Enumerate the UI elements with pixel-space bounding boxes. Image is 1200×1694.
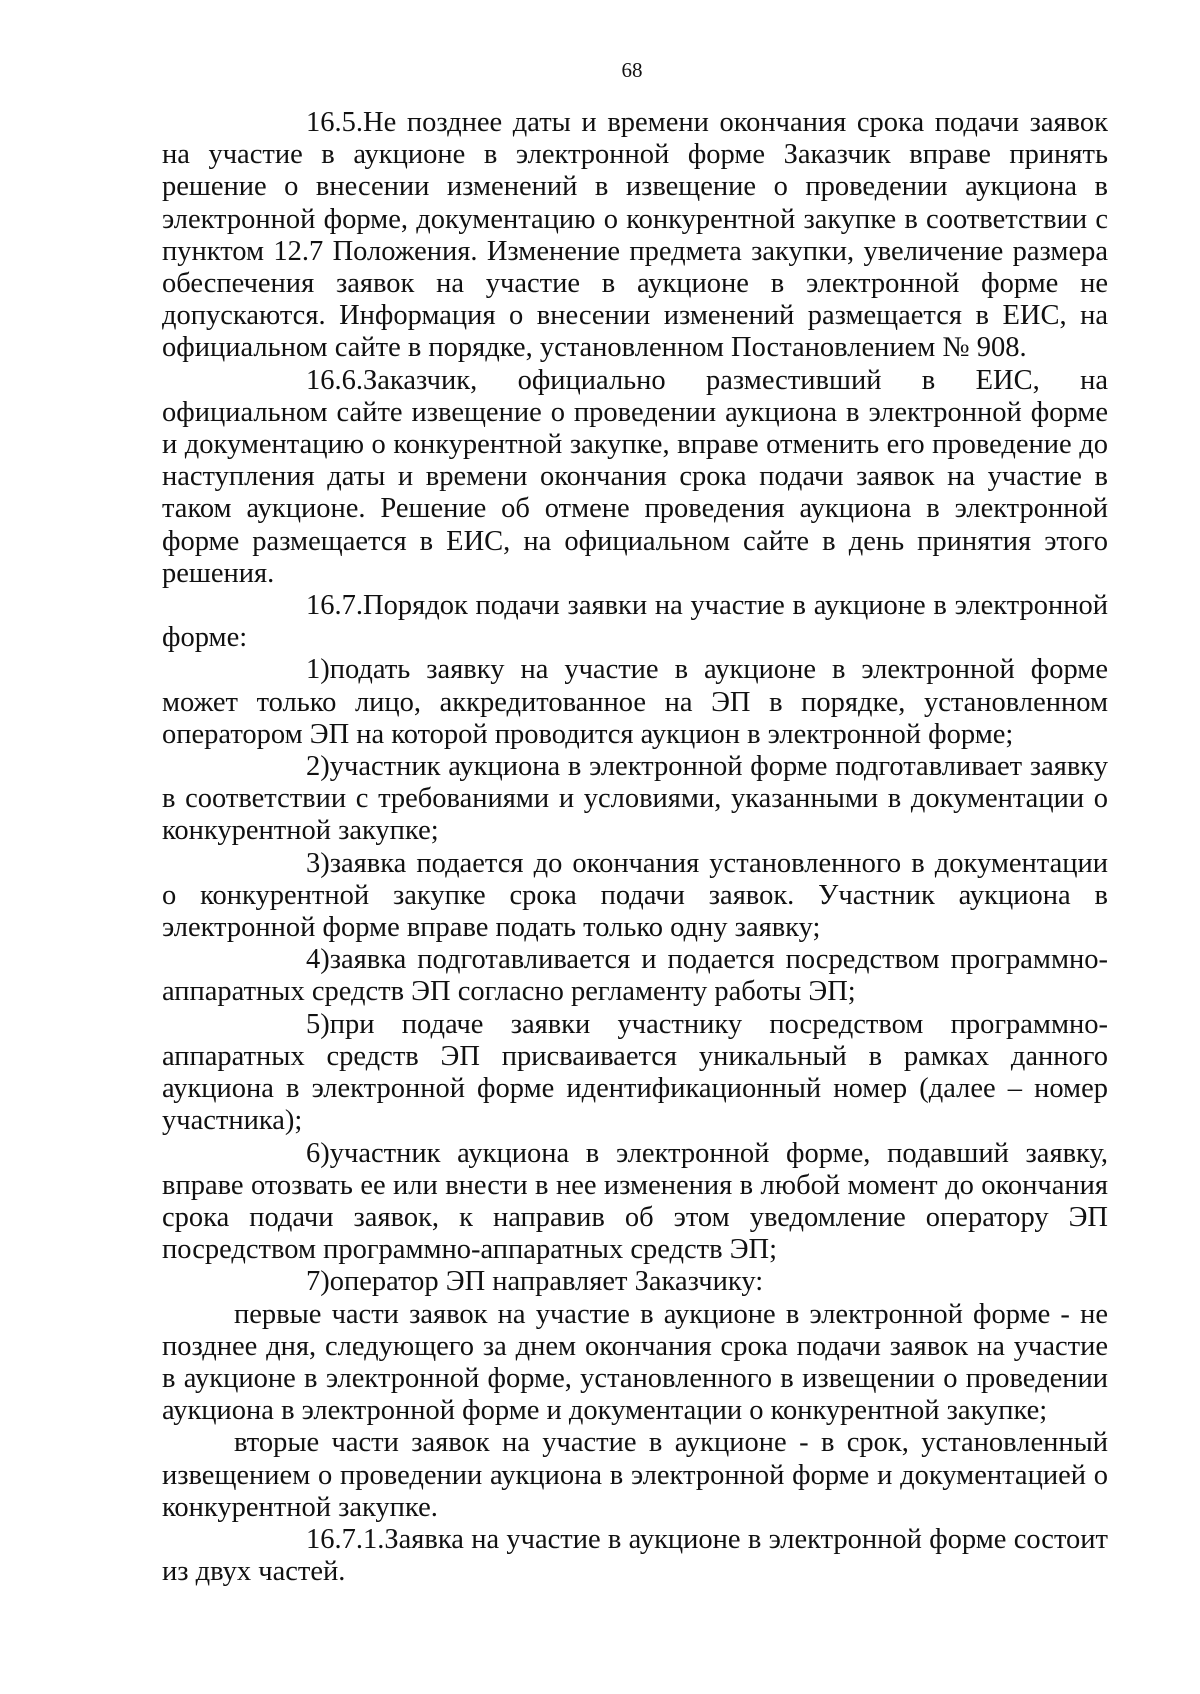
paragraph-16-5 — [162, 107, 1108, 365]
paragraph-number: 16.5. — [306, 107, 363, 138]
list-item-7 — [162, 1266, 1108, 1298]
list-item-text: подать заявку на участие в аукционе в электронной форме может только лицо, аккредитованное на ЭП в порядке, установленном оператором ЭП на которой проводится аукцион в электронной форме; — [162, 654, 1108, 750]
paragraph-text: первые части заявок на участие в аукционе в электронной форме - не позднее дня, следующего за днем окончания срока подачи заявок на участие в аукционе в электронной форме, установленного в извещении о проведении аукциона в электронной форме и документации о конкурентной закупке; — [162, 1298, 1108, 1427]
list-item-number: 5) — [306, 1008, 330, 1040]
list-item-text: участник аукциона в электронной форме подготавливает заявку в соответствии с требованиями и условиями, указанными в документации о конкурентной закупке; — [162, 751, 1108, 847]
list-item-number: 3) — [306, 847, 330, 879]
list-item-3 — [162, 848, 1108, 945]
paragraph-number: 16.7. — [306, 590, 363, 622]
list-item-text: оператор ЭП направляет Заказчику: — [329, 1266, 764, 1298]
paragraph-16-7-1 — [162, 1524, 1108, 1588]
list-item-number: 6) — [306, 1137, 330, 1169]
list-item-4 — [162, 944, 1108, 1008]
list-item-text: участник аукциона в электронной форме, подавший заявку, вправе отозвать ее или внести в нее изменения в любой момент до окончания срока подачи заявок, к направив об этом уведомление оператору ЭП посредством программно-аппаратных средств ЭП; — [162, 1137, 1108, 1266]
paragraph-number: 16.7.1. — [306, 1523, 385, 1555]
list-item-1 — [162, 654, 1108, 751]
subparagraph-first-parts — [162, 1299, 1108, 1428]
page-number: 68 — [621, 58, 643, 82]
paragraph-number: 16.6. — [306, 364, 363, 396]
list-item-number: 2) — [306, 751, 330, 783]
paragraph-text: вторые части заявок на участие в аукционе - в срок, установленный извещением о проведении аукциона в электронной форме и документацией о конкурентной закупке. — [162, 1427, 1108, 1523]
paragraph-text: Заказчик, официально разместивший в ЕИС, на официальном сайте извещение о проведении аукциона в электронной форме и документацию о конкурентной закупке, вправе отменить его проведение до наступления даты и времени окончания срока подачи заявок на участие в таком аукционе. Решение об отмене проведения аукциона в электронной форме размещается в ЕИС, на официальном сайте в день принятия этого решения. — [162, 364, 1108, 589]
document-body — [162, 107, 1108, 1588]
list-item-text: заявка подготавливается и подается посредством программно-аппаратных средств ЭП согласно регламенту работы ЭП; — [162, 944, 1108, 1008]
list-item-number: 1) — [306, 654, 330, 686]
paragraph-16-6 — [162, 365, 1108, 590]
paragraph-text: Заявка на участие в аукционе в электронной форме состоит из двух частей. — [162, 1523, 1108, 1588]
list-item-number: 4) — [306, 944, 330, 976]
list-item-2 — [162, 751, 1108, 848]
paragraph-16-7 — [162, 590, 1108, 654]
paragraph-text: Порядок подачи заявки на участие в аукционе в электронной форме: — [162, 590, 1108, 654]
paragraph-text: Не позднее даты и времени окончания срока подачи заявок на участие в аукционе в электронной форме Заказчик вправе принять решение о внесении изменений в извещение о проведении аукциона в электронной форме, документацию о конкурентной закупке в соответствии с пунктом 12.7 Положения. Изменение предмета закупки, увеличение размера обеспечения заявок на участие в аукционе в электронной форме не допускаются. Информация о внесении изменений размещается в ЕИС, на официальном сайте в порядке, установленном Постановлением № 908. — [162, 107, 1108, 364]
list-item-text: заявка подается до окончания установленного в документации о конкурентной закупке срока подачи заявок. Участник аукциона в электронной форме вправе подать только одну заявку; — [162, 847, 1108, 944]
subparagraph-second-parts — [162, 1427, 1108, 1524]
list-item-number: 7) — [306, 1266, 330, 1298]
list-item-text: при подаче заявки участнику посредством программно-аппаратных средств ЭП присваивается уникальный в рамках данного аукциона в электронной форме идентификационный номер (далее – номер участника); — [162, 1008, 1108, 1137]
list-item-5 — [162, 1009, 1108, 1138]
list-item-6 — [162, 1138, 1108, 1267]
